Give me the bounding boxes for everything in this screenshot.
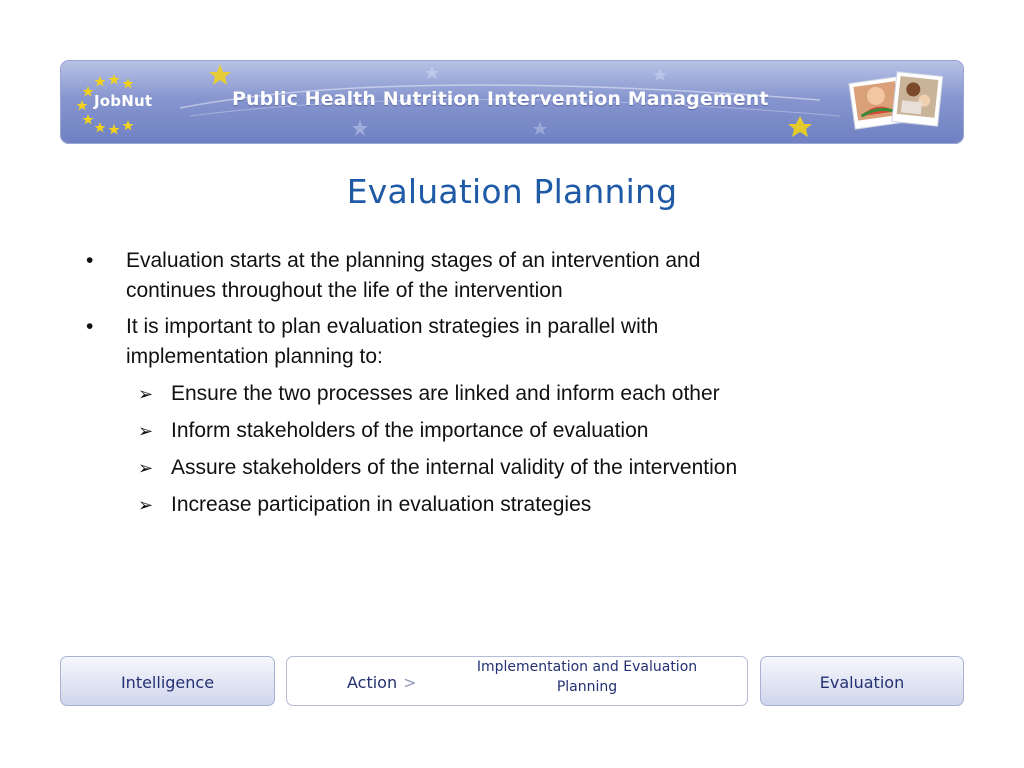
action-text: Action — [347, 673, 398, 692]
photos-image — [846, 70, 946, 136]
sub-bullet-text: Ensure the two processes are linked and inform each other — [171, 382, 720, 405]
arrow-bullet-icon: ➢ — [138, 421, 154, 441]
bullet-item — [86, 246, 886, 306]
sub-bullet-item — [86, 379, 886, 409]
slide-title: Evaluation Planning — [346, 172, 678, 211]
tab-evaluation-label: Evaluation — [819, 673, 905, 692]
bullet-marker: • — [86, 315, 94, 338]
sub-bullet-item — [86, 453, 886, 483]
chevron-right-icon: > — [403, 673, 417, 692]
action-subtitle-line: Implementation and Evaluation — [476, 659, 698, 675]
tab-action[interactable] — [286, 656, 748, 706]
logo-jobnut: JobNut — [94, 92, 153, 110]
sub-bullet-item — [86, 416, 886, 446]
sub-bullet-text: Inform stakeholders of the importance of evaluation — [171, 419, 649, 442]
bullet-text-line: continues throughout the life of the intervention — [126, 279, 563, 302]
arrow-bullet-icon: ➢ — [138, 495, 154, 515]
bullet-text-line: It is important to plan evaluation strategies in parallel with — [126, 315, 659, 338]
sub-bullet-text: Increase participation in evaluation strategies — [171, 493, 592, 516]
bullet-text-line: Evaluation starts at the planning stages of an intervention and — [126, 249, 701, 272]
bullet-text-line: implementation planning to: — [126, 345, 383, 368]
action-subtitle-line: Planning — [556, 679, 618, 695]
bullet-item — [86, 312, 886, 372]
sub-bullet-text: Assure stakeholders of the internal validity of the intervention — [171, 456, 738, 479]
arrow-bullet-icon: ➢ — [138, 384, 154, 404]
action-subtitle — [437, 657, 737, 697]
bullet-list — [86, 246, 886, 520]
banner-title: Public Health Nutrition Intervention Management — [232, 88, 769, 110]
tab-intelligence[interactable] — [60, 656, 275, 706]
header-banner — [60, 60, 964, 144]
bullet-marker: • — [86, 249, 94, 272]
tab-evaluation[interactable] — [760, 656, 964, 706]
tab-intelligence-label: Intelligence — [120, 673, 215, 692]
sub-bullet-item — [86, 490, 886, 520]
tab-action-label — [347, 673, 417, 692]
arrow-bullet-icon: ➢ — [138, 458, 154, 478]
